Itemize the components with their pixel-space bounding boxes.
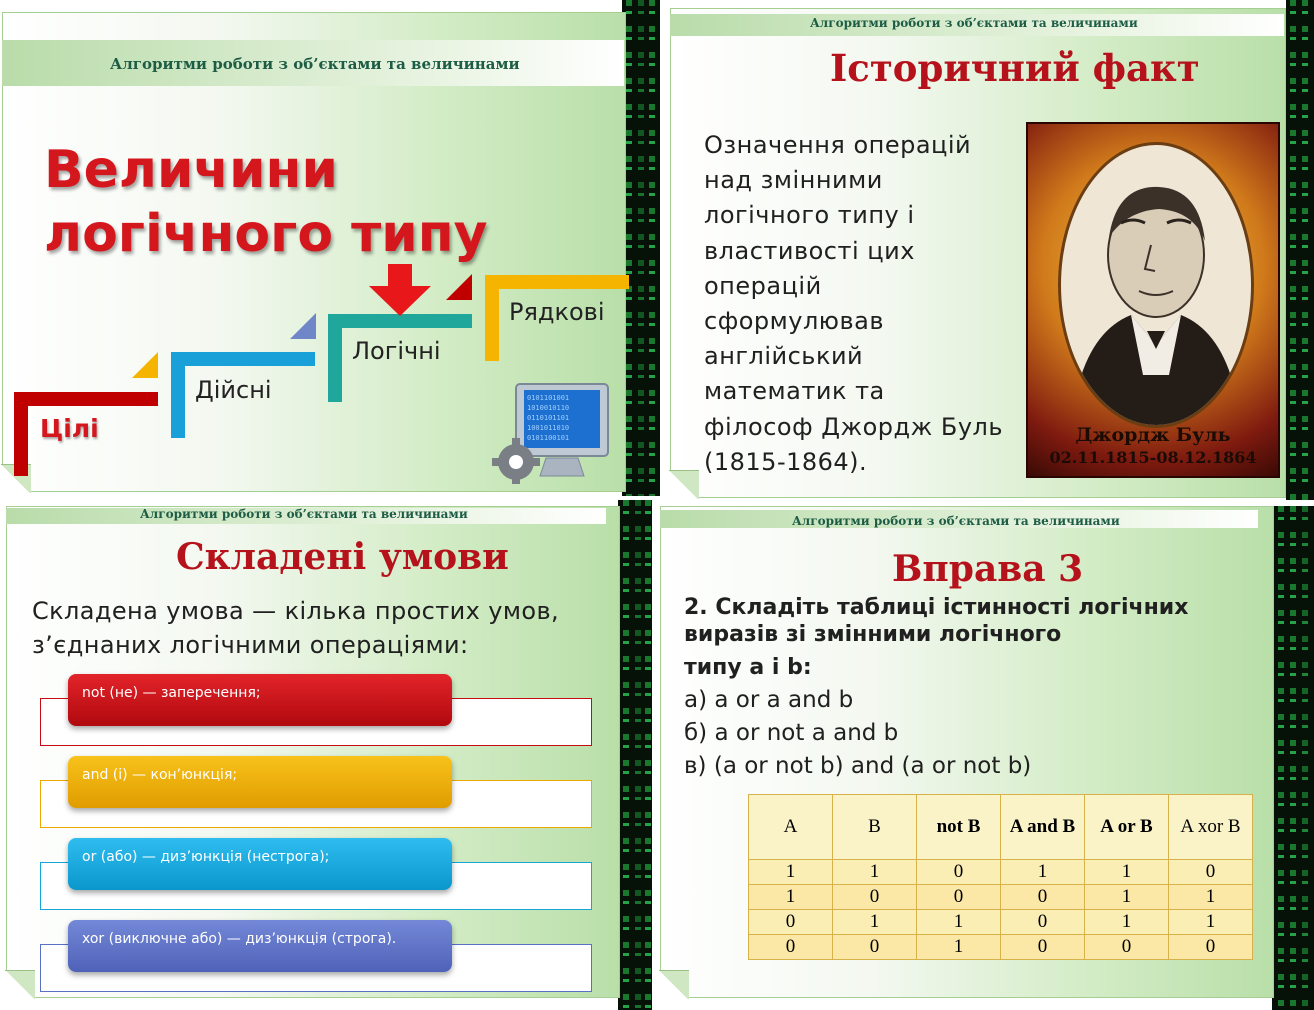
step-3-triangle: [446, 274, 472, 300]
svg-text:0101100101: 0101100101: [527, 434, 570, 442]
matrix-background: [618, 500, 652, 1010]
table-cell: 0: [833, 935, 917, 960]
step-1-label: Цілі: [40, 414, 99, 443]
slide-banner-text: Алгоритми роботи з об’єктами та величинами: [792, 514, 1120, 528]
table-cell: 1: [833, 860, 917, 885]
step-4-bracket: [485, 275, 629, 289]
table-row: [749, 910, 1253, 935]
portrait-name: Джордж Буль: [1075, 424, 1231, 446]
table-cell: 0: [1085, 935, 1169, 960]
table-cell: 1: [1001, 860, 1085, 885]
slide-banner-text: Алгоритми роботи з об’єктами та величинами: [110, 55, 520, 73]
step-2-label: Дійсні: [195, 376, 272, 404]
slide-3: [0, 500, 652, 1010]
slide-banner-text: Алгоритми роботи з об’єктами та величинами: [810, 16, 1138, 30]
matrix-background: [1286, 0, 1314, 500]
exercise-item-a: а) a or a and b: [684, 687, 854, 713]
step-1-bracket: [14, 392, 158, 406]
table-row: [749, 860, 1253, 885]
svg-text:1001011010: 1001011010: [527, 424, 570, 432]
step-2-bracket: [171, 352, 315, 366]
step-1-triangle: [132, 352, 158, 378]
exercise-item-b: б) a or not a and b: [684, 720, 899, 746]
portrait-dates: 02.11.1815-08.12.1864: [1049, 448, 1257, 467]
matrix-background: [622, 0, 660, 496]
table-cell: 1: [833, 910, 917, 935]
table-cell: 1: [1085, 910, 1169, 935]
matrix-background: [1272, 506, 1314, 1010]
table-header-cell: B: [833, 795, 917, 860]
step-3-bracket: [328, 314, 472, 328]
table-cell: 0: [749, 910, 833, 935]
slide-title: Історичний факт: [830, 46, 1200, 90]
table-cell: 1: [917, 910, 1001, 935]
table-cell: 1: [1085, 860, 1169, 885]
slide-1: [0, 0, 660, 496]
slide-2: [664, 0, 1314, 500]
operation-xor-item: xor (виключне або) — диз’юнкція (строга).: [68, 920, 452, 972]
table-cell: 1: [1169, 885, 1253, 910]
table-row: [749, 935, 1253, 960]
compound-condition-intro: Складена умова — кілька простих умов, з’єднаних логічними операціями:: [32, 597, 560, 659]
table-cell: 0: [1169, 860, 1253, 885]
table-cell: 0: [1001, 935, 1085, 960]
history-paragraph: Означення операцій над змінними логічного типу і властивості цих операцій сформулював англійський математик та філософ Джордж Буль (1815-1864).: [704, 131, 1004, 476]
step-4-label: Рядкові: [509, 298, 605, 326]
operation-not-item: not (не) — заперечення;: [68, 674, 452, 726]
slide-title: Вправа 3: [892, 548, 1084, 590]
table-cell: 0: [749, 935, 833, 960]
exercise-items: [684, 684, 1031, 783]
table-header-cell: A or B: [1085, 795, 1169, 860]
table-cell: 1: [917, 935, 1001, 960]
table-cell: 1: [749, 860, 833, 885]
svg-text:1010010110: 1010010110: [527, 404, 570, 412]
table-header-cell: A xor B: [1169, 795, 1253, 860]
table-cell: 0: [1001, 910, 1085, 935]
exercise-task: 2. Складіть таблиці істинності логічних виразів зі змінними логічного типу a і b:: [684, 595, 1189, 680]
operation-or-item: or (або) — диз’юнкція (нестрога);: [68, 838, 452, 890]
step-3-label: Логічні: [352, 337, 441, 365]
truth-table: [748, 794, 1253, 960]
table-cell: 0: [1169, 935, 1253, 960]
boole-portrait: [1026, 122, 1280, 478]
table-cell: 0: [917, 860, 1001, 885]
table-cell: 0: [1001, 885, 1085, 910]
slide-title: Величини логічного типу: [44, 140, 488, 264]
slide-banner-text: Алгоритми роботи з об’єктами та величинами: [140, 507, 468, 521]
svg-text:0110101101: 0110101101: [527, 414, 570, 422]
table-cell: 1: [1169, 910, 1253, 935]
table-cell: 0: [833, 885, 917, 910]
slide-4: [656, 506, 1314, 1010]
slide-title: Складені умови: [176, 536, 509, 578]
exercise-item-c: в) (a or not b) and (a or not b): [684, 753, 1032, 779]
step-2-triangle: [290, 313, 316, 339]
table-row: [749, 885, 1253, 910]
down-arrow-icon: [369, 264, 431, 316]
table-header-row: [749, 795, 1253, 860]
table-cell: 1: [749, 885, 833, 910]
table-header-cell: A: [749, 795, 833, 860]
table-header-cell: not B: [917, 795, 1001, 860]
table-cell: 1: [1085, 885, 1169, 910]
table-cell: 0: [917, 885, 1001, 910]
computer-gear-icon: [492, 378, 616, 484]
table-header-cell: A and B: [1001, 795, 1085, 860]
operation-and-item: and (і) — кон’юнкція;: [68, 756, 452, 808]
svg-text:0101101001: 0101101001: [527, 394, 570, 402]
